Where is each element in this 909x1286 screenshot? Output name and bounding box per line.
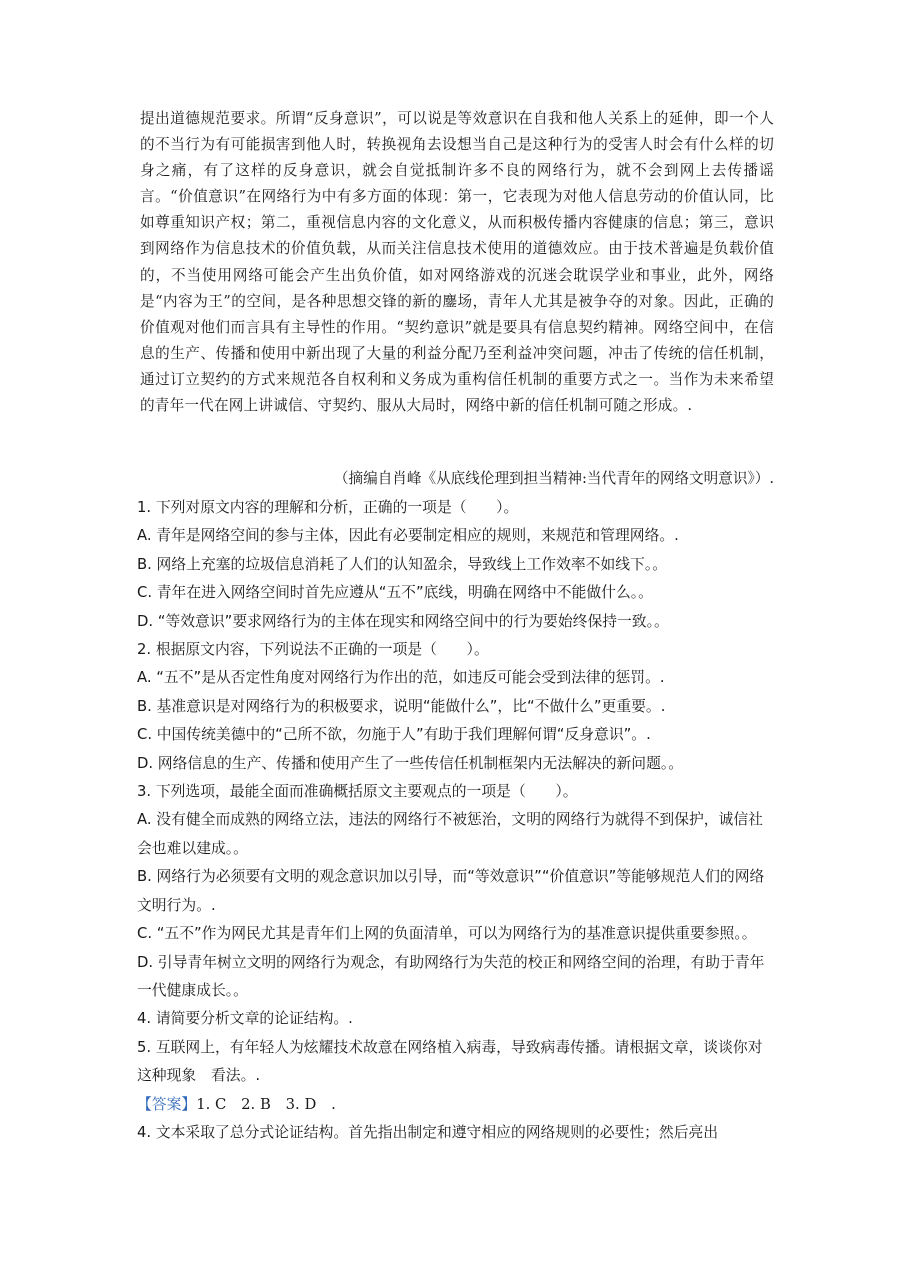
answer-label: 【答案】	[137, 1095, 197, 1113]
passage-paragraph: 提出道德规范要求。所谓“反身意识”，可以说是等效意识在自我和他人关系上的延伸，即一个人的不当行为有可能损害到他人时，转换视角去设想当自己是这种行为的受害人时会有什么样的切身之痛，有了这样的反身意识，就会自觉抵制许多不良的网络行为，就不会到网上去传播谣言。“价值意识”在网络行为中有多方面的体现：第一，它表现为对他人信息劳动的价值认同，比如尊重知识产权；第二，重视信息内容的文化意义，从而积极传播内容健康的信息；第三，意识到网络作为信息技术的价值负载，从而关注信息技术使用的道德效应。由于技术普遍是负载价值的，不当使用网络可能会产生出负价值，如对网络游戏的沉迷会耽误学业和事业，此外，网络是“内容为王”的空间，是各种思想交锋的新的鏖场，青年人尤其是被争夺的对象。因此，正确的价值观对他们而言具有主导性的作用。“契约意识”就是要具有信息契约精神。网络空间中，在信息的生产、传播和使用中新出现了大量的利益分配乃至利益冲突问题，冲击了传统的信任机制，通过订立契约的方式来规范各自权利和义务成为重构信任机制的重要方式之一。当作为未来希望的青年一代在网上讲诚信、守契约、服从大局时，网络中新的信任机制可随之形成。.	[140, 110, 774, 415]
question-2-stem: 2. 根据原文内容，下列说法不正确的一项是（ ）。	[137, 641, 489, 659]
question-5-stem: 5. 互联网上，有年轻人为炫耀技术故意在网络植入病毒，导致病毒传播。请根据文章，谈谈你对这种现象 看法。.	[137, 1038, 763, 1085]
question-3-option-c: C. “五不”作为网民尤其是青年们上网的负面清单，可以为网络行为的基准意识提供重要参照。。	[137, 925, 757, 943]
question-section	[137, 494, 773, 1147]
question-1-stem: 1. 下列对原文内容的理解和分析，正确的一项是（ ）。	[137, 499, 519, 516]
question-2-option-d: D. 网络信息的生产、传播和使用产生了一些传信任机制框架内无法解决的新问题。。	[137, 754, 684, 772]
question-2-option-c: C. 中国传统美德中的“己所不欲，勿施于人”有助于我们理解何谓“反身意识”。.	[137, 726, 651, 744]
question-1-option-a: A. 青年是网络空间的参与主体，因此有必要制定相应的规则，来规范和管理网络。.	[137, 527, 679, 545]
reading-passage	[140, 106, 774, 419]
question-1-option-b: B. 网络上充塞的垃圾信息消耗了人们的认知盈余，导致线上工作效率不如线下。。	[137, 555, 668, 573]
question-4-stem: 4. 请简要分析文章的论证结构。.	[137, 1010, 353, 1028]
question-1-option-d: D. “等效意识”要求网络行为的主体在现实和网络空间中的行为要始终保持一致。。	[137, 612, 669, 630]
answer-values: 1. C 2. B 3. D .	[196, 1095, 336, 1113]
question-3-option-a: A. 没有健全而成熟的网络立法，违法的网络行不被惩治，文明的网络行为就得不到保护，诚信社会也难以建成。。	[137, 811, 763, 857]
question-1-option-c: C. 青年在进入网络空间时首先应遵从“五不”底线，明确在网络中不能做什么。。	[137, 584, 653, 602]
answer-line	[137, 1091, 773, 1119]
question-2-option-a: A. “五不”是从否定性角度对网络行为作出的范，如违反可能会受到法律的惩罚。.	[137, 669, 665, 687]
question-3-option-d: D. 引导青年树立文明的网络行为观念，有助网络行为失范的校正和网络空间的治理，有助于青年一代健康成长。。	[137, 953, 765, 999]
question-3-stem: 3. 下列选项，最能全面而准确概括原文主要观点的一项是（ ）。	[137, 783, 578, 801]
passage-source-citation: （摘编自肖峰《从底线伦理到担当精神:当代青年的网络文明意识》）.	[333, 470, 774, 487]
question-2-option-b: B. 基准意识是对网络行为的积极要求，说明“能做什么”，比“不做什么”更重要。.	[137, 697, 666, 715]
question-3-option-b: B. 网络行为必须要有文明的观念意识加以引导，而“等效意识”“价值意识”等能够规范人们的网络文明行为。.	[137, 868, 765, 914]
answer-explanation: 4. 文本采取了总分式论证结构。首先指出制定和遵守相应的网络规则的必要性；然后亮出	[137, 1123, 719, 1141]
